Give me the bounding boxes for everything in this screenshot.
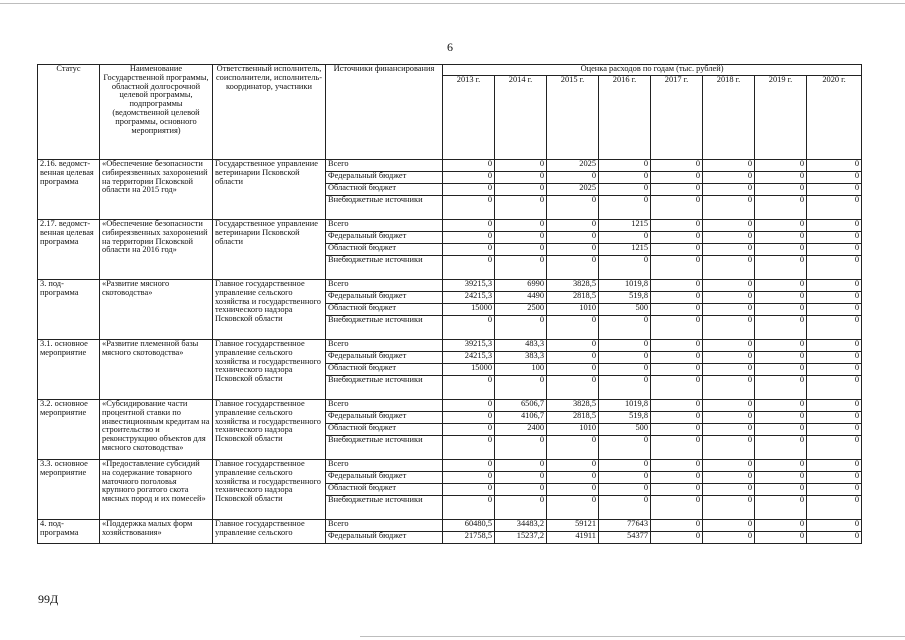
amount-cell: 0 [755, 412, 807, 424]
amount-cell: 0 [651, 232, 703, 244]
amount-cell: 0 [443, 472, 495, 484]
amount-cell: 2025 [547, 160, 599, 172]
amount-cell: 0 [755, 532, 807, 544]
amount-cell: 3828,5 [547, 280, 599, 292]
amount-cell: 0 [547, 376, 599, 400]
amount-cell: 0 [547, 436, 599, 460]
amount-cell: 0 [443, 376, 495, 400]
amount-cell: 0 [755, 400, 807, 412]
amount-cell: 0 [547, 484, 599, 496]
amount-cell: 0 [495, 172, 547, 184]
amount-cell: 0 [495, 496, 547, 520]
amount-cell: 0 [651, 352, 703, 364]
amount-cell: 0 [807, 292, 862, 304]
amount-cell: 0 [547, 352, 599, 364]
amount-cell: 0 [651, 280, 703, 292]
amount-cell: 0 [443, 244, 495, 256]
amount-cell: 0 [755, 436, 807, 460]
amount-cell: 1215 [599, 220, 651, 232]
table-row [38, 460, 862, 472]
amount-cell: 0 [495, 472, 547, 484]
amount-cell: 15000 [443, 364, 495, 376]
amount-cell: 0 [755, 280, 807, 292]
amount-cell: 0 [443, 256, 495, 280]
amount-cell: 0 [807, 436, 862, 460]
amount-cell: 0 [495, 232, 547, 244]
amount-cell: 0 [651, 532, 703, 544]
amount-cell: 0 [599, 196, 651, 220]
funding-source: Федеральный бюджет [326, 232, 443, 244]
row-responsible: Государственное управление ветеринарии Псковской области [213, 220, 326, 280]
amount-cell: 2500 [495, 304, 547, 316]
amount-cell: 24215,3 [443, 352, 495, 364]
row-status: 4. под-программа [38, 520, 100, 544]
amount-cell: 0 [599, 496, 651, 520]
row-name: «Развитие племенной базы мясного скотоводства» [100, 340, 213, 400]
amount-cell: 1010 [547, 424, 599, 436]
header-estimate: Оценка расходов по годам (тыс. рублей) [443, 65, 862, 76]
funding-source: Областной бюджет [326, 244, 443, 256]
row-responsible: Главное государственное управление сельского хозяйства и государственного технического надзора Псковской области [213, 400, 326, 460]
row-name: «Обеспечение безопасности сибиреязвенных захоронений на территории Псковской области на 2016 год» [100, 220, 213, 280]
funding-source: Федеральный бюджет [326, 412, 443, 424]
amount-cell: 0 [807, 424, 862, 436]
row-responsible: Главное государственное управление сельского хозяйства и государственного технического надзора Псковской области [213, 340, 326, 400]
amount-cell: 0 [807, 232, 862, 244]
amount-cell: 0 [807, 244, 862, 256]
header-year: 2020 г. [807, 76, 862, 160]
amount-cell: 0 [755, 340, 807, 352]
amount-cell: 0 [807, 256, 862, 280]
amount-cell: 0 [807, 280, 862, 292]
amount-cell: 0 [443, 232, 495, 244]
amount-cell: 0 [547, 256, 599, 280]
amount-cell: 0 [599, 184, 651, 196]
row-responsible: Главное государственное управление сельского хозяйства и государственного технического надзора Псковской области [213, 280, 326, 340]
amount-cell: 0 [651, 184, 703, 196]
amount-cell: 0 [703, 280, 755, 292]
funding-source: Областной бюджет [326, 184, 443, 196]
amount-cell: 383,3 [495, 352, 547, 364]
amount-cell: 0 [807, 532, 862, 544]
amount-cell: 0 [703, 424, 755, 436]
amount-cell: 0 [703, 352, 755, 364]
amount-cell: 0 [703, 232, 755, 244]
amount-cell: 0 [703, 304, 755, 316]
amount-cell: 0 [651, 256, 703, 280]
amount-cell: 0 [599, 232, 651, 244]
amount-cell: 483,3 [495, 340, 547, 352]
table-row [38, 160, 862, 172]
amount-cell: 100 [495, 364, 547, 376]
amount-cell: 0 [599, 460, 651, 472]
amount-cell: 0 [755, 172, 807, 184]
amount-cell: 0 [807, 496, 862, 520]
amount-cell: 0 [755, 304, 807, 316]
amount-cell: 0 [755, 424, 807, 436]
amount-cell: 0 [703, 160, 755, 172]
amount-cell: 0 [703, 484, 755, 496]
header-name: Наименование Государственной программы, областной долгосрочной целевой программы, подпрограммы (ведомственной целевой программы, основного мероприятия) [100, 65, 213, 160]
amount-cell: 0 [599, 436, 651, 460]
amount-cell: 0 [755, 244, 807, 256]
table-row [38, 400, 862, 412]
amount-cell: 1215 [599, 244, 651, 256]
table-row [38, 220, 862, 232]
funding-source: Федеральный бюджет [326, 352, 443, 364]
amount-cell: 0 [755, 472, 807, 484]
funding-source: Федеральный бюджет [326, 172, 443, 184]
amount-cell: 0 [703, 172, 755, 184]
amount-cell: 0 [443, 160, 495, 172]
table-row [38, 280, 862, 292]
amount-cell: 0 [547, 244, 599, 256]
amount-cell: 0 [547, 316, 599, 340]
amount-cell: 0 [443, 184, 495, 196]
amount-cell: 0 [443, 172, 495, 184]
amount-cell: 0 [547, 232, 599, 244]
amount-cell: 0 [651, 316, 703, 340]
amount-cell: 0 [755, 232, 807, 244]
amount-cell: 0 [495, 316, 547, 340]
header-year: 2013 г. [443, 76, 495, 160]
amount-cell: 0 [443, 424, 495, 436]
funding-source: Федеральный бюджет [326, 472, 443, 484]
amount-cell: 0 [651, 496, 703, 520]
amount-cell: 0 [703, 472, 755, 484]
amount-cell: 519,8 [599, 412, 651, 424]
funding-source: Внебюджетные источники [326, 196, 443, 220]
amount-cell: 0 [755, 220, 807, 232]
amount-cell: 0 [807, 400, 862, 412]
amount-cell: 0 [703, 256, 755, 280]
amount-cell: 2400 [495, 424, 547, 436]
amount-cell: 0 [599, 256, 651, 280]
row-status: 2.16. ведомст-венная целевая программа [38, 160, 100, 220]
amount-cell: 0 [651, 412, 703, 424]
amount-cell: 0 [807, 472, 862, 484]
amount-cell: 0 [651, 160, 703, 172]
header-responsible: Ответственный исполнитель, соисполнители, исполнитель-координатор, участники [213, 65, 326, 160]
funding-source: Внебюджетные источники [326, 496, 443, 520]
amount-cell: 0 [703, 412, 755, 424]
amount-cell: 0 [755, 364, 807, 376]
amount-cell: 0 [651, 340, 703, 352]
amount-cell: 0 [443, 412, 495, 424]
funding-source: Всего [326, 460, 443, 472]
amount-cell: 0 [443, 460, 495, 472]
amount-cell: 3828,5 [547, 400, 599, 412]
amount-cell: 0 [807, 172, 862, 184]
amount-cell: 0 [651, 472, 703, 484]
page-number: 6 [447, 40, 453, 54]
amount-cell: 0 [703, 244, 755, 256]
funding-source: Областной бюджет [326, 484, 443, 496]
amount-cell: 0 [651, 520, 703, 532]
amount-cell: 0 [755, 376, 807, 400]
amount-cell: 0 [703, 184, 755, 196]
funding-source: Внебюджетные источники [326, 316, 443, 340]
scan-artifact-top [0, 3, 905, 4]
header-year: 2016 г. [599, 76, 651, 160]
amount-cell: 0 [495, 244, 547, 256]
amount-cell: 0 [495, 220, 547, 232]
amount-cell: 0 [495, 484, 547, 496]
amount-cell: 500 [599, 424, 651, 436]
amount-cell: 0 [703, 292, 755, 304]
amount-cell: 0 [599, 316, 651, 340]
amount-cell: 0 [755, 256, 807, 280]
amount-cell: 0 [547, 364, 599, 376]
amount-cell: 2025 [547, 184, 599, 196]
amount-cell: 0 [443, 196, 495, 220]
row-status: 3.2. основное мероприятие [38, 400, 100, 460]
amount-cell: 0 [703, 316, 755, 340]
amount-cell: 0 [599, 484, 651, 496]
amount-cell: 0 [807, 376, 862, 400]
amount-cell: 0 [755, 316, 807, 340]
amount-cell: 2818,5 [547, 412, 599, 424]
amount-cell: 1019,8 [599, 280, 651, 292]
amount-cell: 0 [651, 376, 703, 400]
expenditure-table [37, 64, 862, 544]
amount-cell: 0 [703, 532, 755, 544]
row-name: «Субсидирование части процентной ставки по инвестиционным кредитам на строительство и реконструкцию объектов для мясного скотоводства» [100, 400, 213, 460]
funding-source: Всего [326, 220, 443, 232]
amount-cell: 0 [703, 436, 755, 460]
amount-cell: 0 [755, 292, 807, 304]
amount-cell: 0 [703, 520, 755, 532]
header-year: 2019 г. [755, 76, 807, 160]
funding-source: Областной бюджет [326, 424, 443, 436]
amount-cell: 4106,7 [495, 412, 547, 424]
amount-cell: 34483,2 [495, 520, 547, 532]
amount-cell: 0 [651, 484, 703, 496]
amount-cell: 0 [443, 484, 495, 496]
amount-cell: 0 [807, 520, 862, 532]
amount-cell: 0 [443, 316, 495, 340]
amount-cell: 54377 [599, 532, 651, 544]
row-name: «Развитие мясного скотоводства» [100, 280, 213, 340]
header-year: 2017 г. [651, 76, 703, 160]
amount-cell: 0 [599, 340, 651, 352]
amount-cell: 0 [755, 184, 807, 196]
amount-cell: 0 [807, 160, 862, 172]
amount-cell: 6990 [495, 280, 547, 292]
amount-cell: 0 [651, 460, 703, 472]
amount-cell: 500 [599, 304, 651, 316]
amount-cell: 0 [443, 496, 495, 520]
row-status: 3.1. основное мероприятие [38, 340, 100, 400]
table-row [38, 340, 862, 352]
amount-cell: 15000 [443, 304, 495, 316]
amount-cell: 0 [807, 220, 862, 232]
amount-cell: 0 [807, 340, 862, 352]
amount-cell: 0 [443, 400, 495, 412]
amount-cell: 4490 [495, 292, 547, 304]
table-row [38, 520, 862, 532]
amount-cell: 0 [443, 220, 495, 232]
amount-cell: 0 [755, 352, 807, 364]
row-status: 2.17. ведомст-венная целевая программа [38, 220, 100, 280]
amount-cell: 0 [807, 316, 862, 340]
amount-cell: 0 [703, 364, 755, 376]
amount-cell: 0 [755, 484, 807, 496]
amount-cell: 0 [807, 364, 862, 376]
funding-source: Всего [326, 160, 443, 172]
amount-cell: 0 [495, 436, 547, 460]
amount-cell: 21758,5 [443, 532, 495, 544]
amount-cell: 0 [755, 160, 807, 172]
amount-cell: 0 [495, 256, 547, 280]
amount-cell: 1010 [547, 304, 599, 316]
amount-cell: 60480,5 [443, 520, 495, 532]
amount-cell: 0 [651, 364, 703, 376]
scan-artifact-bottom [360, 636, 905, 637]
amount-cell: 59121 [547, 520, 599, 532]
row-status: 3. под-программа [38, 280, 100, 340]
amount-cell: 0 [807, 484, 862, 496]
amount-cell: 0 [651, 436, 703, 460]
funding-source: Всего [326, 340, 443, 352]
amount-cell: 77643 [599, 520, 651, 532]
amount-cell: 2818,5 [547, 292, 599, 304]
row-status: 3.3. основное мероприятие [38, 460, 100, 520]
amount-cell: 0 [547, 472, 599, 484]
amount-cell: 0 [599, 160, 651, 172]
amount-cell: 0 [495, 196, 547, 220]
header-year: 2015 г. [547, 76, 599, 160]
amount-cell: 0 [807, 460, 862, 472]
amount-cell: 0 [599, 352, 651, 364]
row-name: «Поддержка малых форм хозяйствования» [100, 520, 213, 544]
amount-cell: 0 [651, 196, 703, 220]
funding-source: Внебюджетные источники [326, 376, 443, 400]
amount-cell: 0 [495, 184, 547, 196]
amount-cell: 0 [495, 376, 547, 400]
amount-cell: 39215,3 [443, 340, 495, 352]
funding-source: Всего [326, 280, 443, 292]
amount-cell: 0 [755, 496, 807, 520]
amount-cell: 0 [703, 496, 755, 520]
funding-source: Всего [326, 400, 443, 412]
amount-cell: 0 [547, 340, 599, 352]
amount-cell: 0 [703, 340, 755, 352]
header-year: 2018 г. [703, 76, 755, 160]
amount-cell: 0 [703, 196, 755, 220]
amount-cell: 0 [703, 220, 755, 232]
header-year: 2014 г. [495, 76, 547, 160]
row-name: «Обеспечение безопасности сибиреязвенных захоронений на территории Псковской области на 2015 год» [100, 160, 213, 220]
amount-cell: 0 [703, 376, 755, 400]
amount-cell: 0 [651, 304, 703, 316]
funding-source: Областной бюджет [326, 364, 443, 376]
funding-source: Внебюджетные источники [326, 436, 443, 460]
amount-cell: 0 [807, 352, 862, 364]
amount-cell: 0 [547, 220, 599, 232]
amount-cell: 0 [755, 520, 807, 532]
amount-cell: 0 [703, 400, 755, 412]
amount-cell: 0 [651, 172, 703, 184]
amount-cell: 0 [807, 304, 862, 316]
amount-cell: 1019,8 [599, 400, 651, 412]
amount-cell: 0 [755, 460, 807, 472]
header-status: Статус [38, 65, 100, 160]
row-name: «Предоставление субсидий на содержание товарного маточного поголовья крупного рогатого скота мясных пород и их помесей» [100, 460, 213, 520]
row-responsible: Государственное управление ветеринарии Псковской области [213, 160, 326, 220]
amount-cell: 0 [547, 496, 599, 520]
amount-cell: 6506,7 [495, 400, 547, 412]
amount-cell: 0 [547, 172, 599, 184]
amount-cell: 0 [755, 196, 807, 220]
amount-cell: 0 [547, 196, 599, 220]
amount-cell: 24215,3 [443, 292, 495, 304]
row-responsible: Главное государственное управление сельского [213, 520, 326, 544]
table-body [38, 160, 862, 544]
amount-cell: 0 [599, 364, 651, 376]
amount-cell: 0 [495, 160, 547, 172]
amount-cell: 15237,2 [495, 532, 547, 544]
row-responsible: Главное государственное управление сельского хозяйства и государственного технического надзора Псковской области [213, 460, 326, 520]
funding-source: Областной бюджет [326, 304, 443, 316]
amount-cell: 0 [651, 400, 703, 412]
amount-cell: 39215,3 [443, 280, 495, 292]
amount-cell: 519,8 [599, 292, 651, 304]
amount-cell: 0 [651, 292, 703, 304]
amount-cell: 0 [651, 424, 703, 436]
amount-cell: 0 [807, 412, 862, 424]
amount-cell: 0 [651, 244, 703, 256]
funding-source: Всего [326, 520, 443, 532]
amount-cell: 0 [495, 460, 547, 472]
amount-cell: 0 [599, 376, 651, 400]
funding-source: Внебюджетные источники [326, 256, 443, 280]
amount-cell: 0 [547, 460, 599, 472]
amount-cell: 41911 [547, 532, 599, 544]
amount-cell: 0 [599, 172, 651, 184]
amount-cell: 0 [443, 436, 495, 460]
funding-source: Федеральный бюджет [326, 292, 443, 304]
amount-cell: 0 [651, 220, 703, 232]
amount-cell: 0 [807, 196, 862, 220]
amount-cell: 0 [807, 184, 862, 196]
header-sources: Источники финансирования [326, 65, 443, 160]
funding-source: Федеральный бюджет [326, 532, 443, 544]
amount-cell: 0 [703, 460, 755, 472]
document-code: 99Д [38, 592, 59, 606]
amount-cell: 0 [599, 472, 651, 484]
